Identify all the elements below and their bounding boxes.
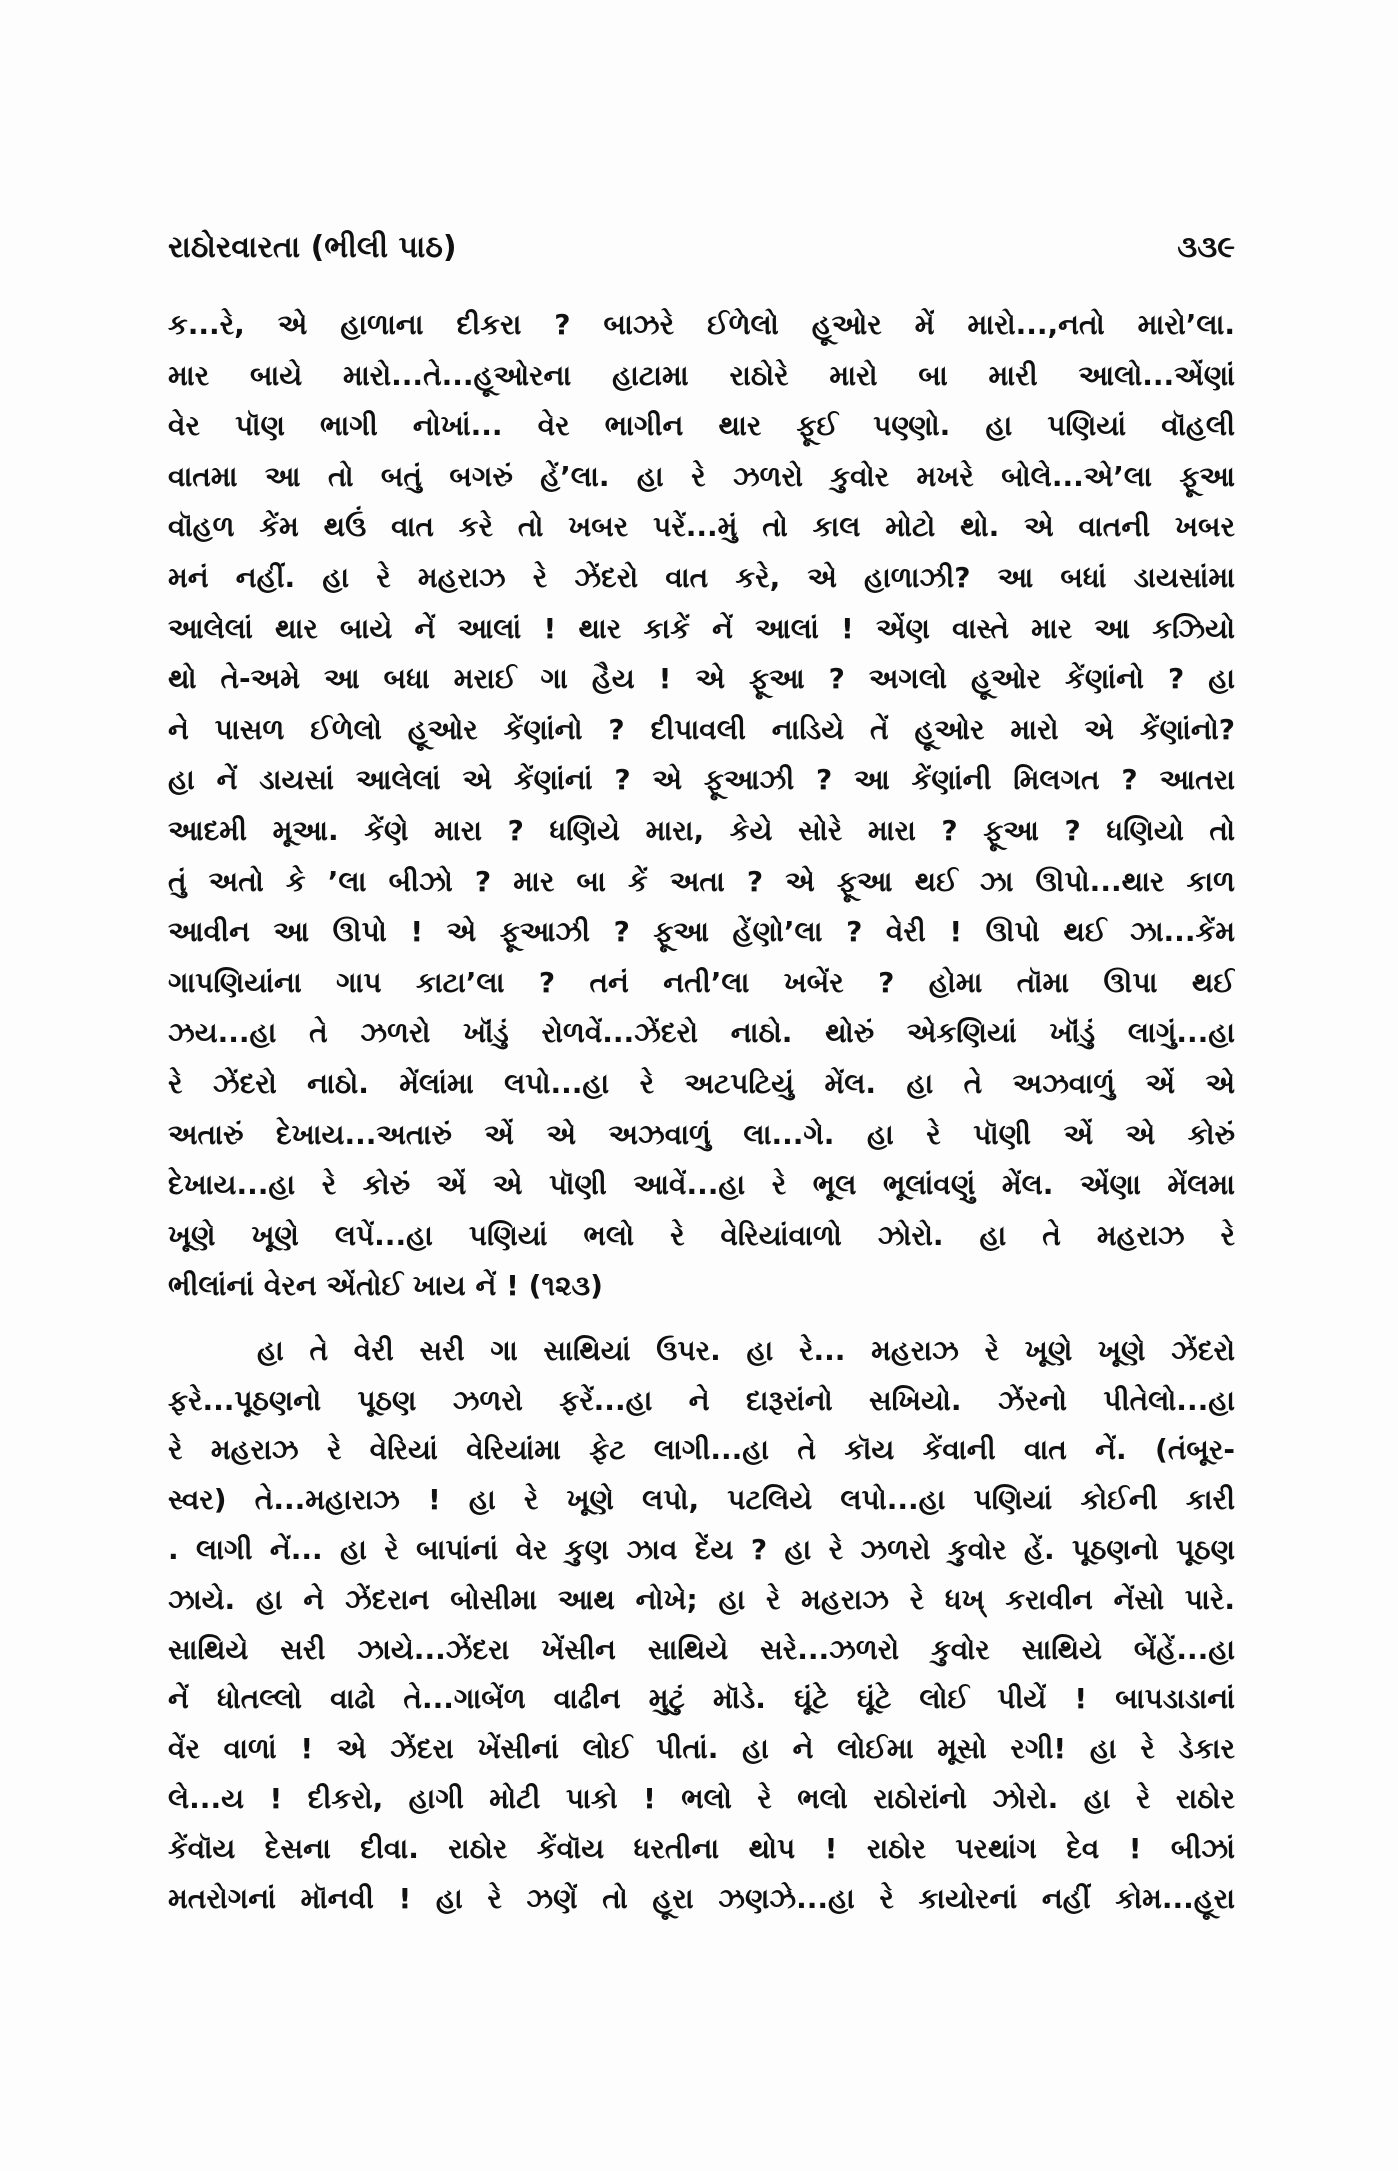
text-line: લે...ય ! દીકરો, હાગી મોટી પાકો ! ભલો રે ભલો રાઠોરાંનો ઝોરો. હા રે રાઠોર xyxy=(168,1782,1235,1816)
text-line: દેખાય...હા રે કોરું એં એ પૉણી આવેં...હા રે ભૂલ ભૂલાંવણું મેંલ. એંણા મેંલમા xyxy=(168,1168,1235,1202)
page-number: ૩૩૯ xyxy=(1177,229,1235,265)
text-line: ગાપણિયાંના ગાપ કાટા’લા ? તનં નતી’લા ખબેંર ? હોમા તૉમા ઊપા થઈ xyxy=(168,965,1235,999)
text-line: નેં ધોતલ્લો વાઢો તે...ગાબેંળ વાઢીન મુટું મૉડે. ઘૂંટે ઘૂંટે લોઈ પીયેં ! બાપડાડાનાં xyxy=(168,1682,1235,1716)
text-line: વાતમા આ તો બતું બગરું હેં’લા. હા રે ઝળરો કુવોર મખરે બોલે...એ’લા ફૂઆ xyxy=(168,459,1235,493)
text-line: ભીલાંનાં વેરન એંતોઈ ખાય નેં ! (૧૨૩) xyxy=(168,1269,603,1303)
text-line: સાથિયે સરી ઝાયે...ઝેંદરા ખેંસીન સાથિયે સરે...ઝળરો કુવોર સાથિયે બેંહેં...હા xyxy=(168,1632,1235,1666)
text-line: ને પાસળ ઈળેલો હૂઓર કેંણાંનો ? દીપાવલી નાડિયે તેં હૂઓર મારો એ કેંણાંનો? xyxy=(168,712,1235,746)
text-line: મનં નહીં. હા રે મહરાઝ રે ઝેંદરો વાત કરે, એ હાળાઝી? આ બધાં ડાયસાંમા xyxy=(168,560,1235,594)
text-line: આદમી મૂઆ. કેંણે મારા ? ધણિયે મારા, કેયે સોરે મારા ? ફૂઆ ? ધણિયો તો xyxy=(168,813,1235,847)
text-line: માર બાયે મારો...તે...હૂઓરના હાટામા રાઠોરે મારો બા મારી આલો...એંણાં xyxy=(168,358,1235,392)
text-line: રે મહરાઝ રે વેરિયાં વેરિયાંમા ફેટ લાગી...હા તે કૉય કેંવાની વાત નેં. (તંબૂર- xyxy=(168,1433,1235,1467)
text-line: આલેલાં થાર બાયે નેં આલાં ! થાર કાકેં નેં આલાં ! એંણ વાસ્તે માર આ કઝિયો xyxy=(168,611,1235,645)
paragraph xyxy=(168,300,1235,1312)
text-line: ક...રે, એ હાળાના દીકરા ? બાઝરે ઈળેલો હૂઓર મેં મારો...,નતો મારો’લા. xyxy=(168,308,1235,341)
running-head-title: રાઠોરવારતા (ભીલી પાઠ) xyxy=(168,229,457,265)
text-line: . લાગી નેં... હા રે બાપાંનાં વેર કુણ ઝાવ દેંય ? હા રે ઝળરો કુવોર હેં. પૂઠણનો પૂઠણ xyxy=(168,1533,1235,1567)
text-line: આવીન આ ઊપો ! એ ફૂઆઝી ? ફૂઆ હેંણો’લા ? વેરી ! ઊપો થઈ ઝા...કેંમ xyxy=(168,915,1235,949)
text-line: વૉહળ કેંમ થઉં વાત કરે તો ખબર પરેં...મું તો કાલ મોટો થો. એ વાતની ખબર xyxy=(168,510,1235,544)
body-text xyxy=(168,300,1235,1923)
running-head xyxy=(168,222,1235,272)
text-line: ફરે...પૂઠણનો પૂઠણ ઝળરો ફરેં...હા ને દારૂરાંનો સખિયો. ઝેંરનો પીતેલો...હા xyxy=(168,1383,1235,1417)
text-line: થો તે-અમે આ બધા મરાઈ ગા હૈય ! એ ફૂઆ ? અગલો હૂઓર કેંણાંનો ? હા xyxy=(168,662,1235,696)
text-line: અતારું દેખાય...અતારું એં એ અઝવાળું લા...ગે. હા રે પૉણી એં એ કોરું xyxy=(168,1117,1235,1151)
text-line: તું અતો કે ’લા બીઝો ? માર બા કેં અતા ? એ ફૂઆ થઈ ઝા ઊપો...થાર કાળ xyxy=(168,864,1235,898)
paragraph xyxy=(168,1326,1235,1924)
text-line: વેર પૉણ ભાગી નોખાં... વેર ભાગીન થાર ફૂઈ પણ્ણો. હા પણિયાં વૉહલી xyxy=(168,409,1235,443)
text-line: મતરોગનાં મૉનવી ! હા રે ઝણેં તો હૂરા ઝણઝે...હા રે કાયોરનાં નહીં કોમ...હૂરા xyxy=(168,1881,1235,1915)
text-line: ઝાયે. હા ને ઝેંદરાન બોસીમા આથ નોખે; હા રે મહરાઝ રે ધખ્ કરાવીન નેંસો પારે. xyxy=(168,1582,1235,1616)
text-line: સ્વર) તે...મહારાઝ ! હા રે ખૂણે લપો, પટલિયે લપો...હા પણિયાં કોઈની કારી xyxy=(168,1483,1235,1517)
text-line: વેંર વાળાં ! એ ઝેંદરા ખેંસીનાં લોઈ પીતાં. હા ને લોઈમા મૂસો રગી! હા રે ડેકાર xyxy=(168,1732,1235,1766)
text-line: કેંવૉય દેસના દીવા. રાઠોર કેંવૉય ધરતીના થોપ ! રાઠોર પરથાંગ દેવ ! બીઝાં xyxy=(168,1831,1235,1865)
text-line: હા તે વેરી સરી ગા સાથિયાં ઉપર. હા રે... મહરાઝ રે ખૂણે ખૂણે ઝેંદરો xyxy=(257,1333,1235,1367)
text-line: ઝય...હા તે ઝળરો ખૉંડું રોળવેં...ઝેંદરો નાઠો. થોરું એકણિયાં ખૉંડું લાગું...હા xyxy=(168,1016,1235,1050)
text-line: ખૂણે ખૂણે લપેં...હા પણિયાં ભલો રે વેરિયાંવાળો ઝોરો. હા તે મહરાઝ રે xyxy=(168,1218,1235,1252)
text-line: હા નેં ડાયસાં આલેલાં એ કેંણાંનાં ? એ ફૂઆઝી ? આ કેંણાંની મિલગત ? આતરા xyxy=(168,763,1235,797)
text-line: રે ઝેંદરો નાઠો. મેંલાંમા લપો...હા રે અટપટિયું મેંલ. હા તે અઝવાળું એં એ xyxy=(168,1066,1235,1100)
